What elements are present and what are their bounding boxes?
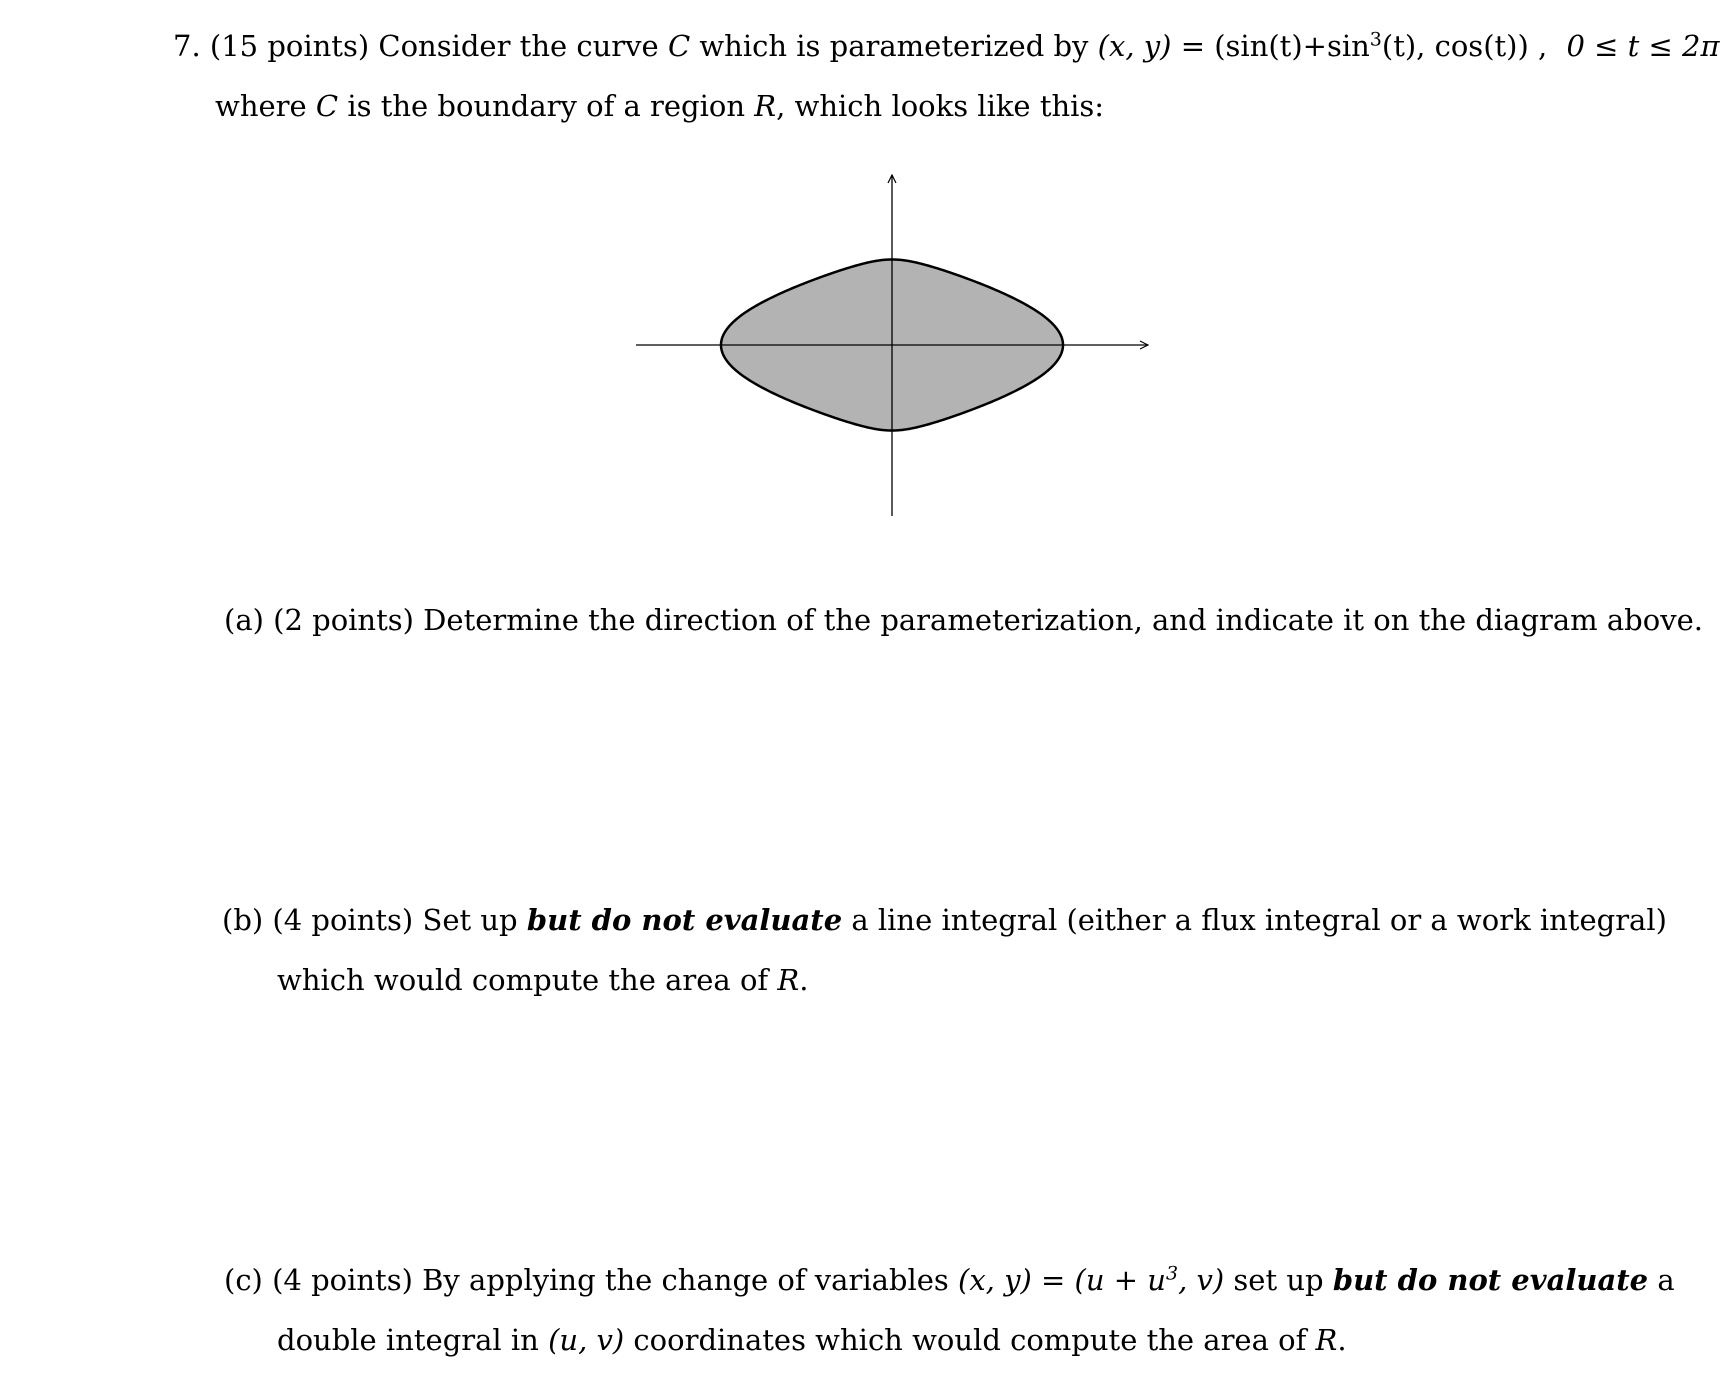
problem-points: (15 points) [209, 29, 370, 63]
part-b-line-2: which would compute the area of R. [277, 963, 809, 997]
part-b-label: (b) [222, 903, 264, 937]
part-c-points: (4 points) [272, 1263, 413, 1297]
param-range: 0 ≤ t ≤ 2π [1566, 29, 1720, 63]
param-lhs: (x, y) = [1097, 29, 1205, 63]
problem-number: 7. [173, 29, 201, 63]
param-rhs: ($\sin(t)+\sin^3(t)$, cos(t)) , [1214, 28, 1548, 63]
problem-line-1: 7. (15 points) Consider the curve C which is parameterized by (x, $y) = (\sin(t)+\sin^3(t)$, cos(t)) , 0 ≤ t ≤ 2π [173, 28, 1720, 63]
region-diagram [0, 0, 1658, 600]
change-of-variables: (x, $y) = (u + u^3$, v) [958, 1262, 1225, 1297]
part-a: (a) (2 points) Determine the direction of the parameterization, and indicate it on the diagram above. [224, 603, 1703, 637]
part-b-points: (4 points) [272, 903, 414, 937]
part-a-points: (2 points) [273, 603, 414, 637]
problem-line-2: where C is the boundary of a region R, which looks like this: [215, 89, 1105, 123]
part-c-line-2: double integral in (u, v) coordinates which would compute the area of R. [277, 1323, 1347, 1357]
part-b-line-1: (b) (4 points) Set up but do not evaluate a line integral (either a flux integral or a work integral) [222, 903, 1667, 937]
part-c-label: (c) [224, 1263, 263, 1297]
part-c-line-1: (c) (4 points) By applying the change of variables (x, $y) = (u + u^3$, v) set up but do not evaluate a [224, 1262, 1675, 1297]
part-a-label: (a) [224, 603, 264, 637]
